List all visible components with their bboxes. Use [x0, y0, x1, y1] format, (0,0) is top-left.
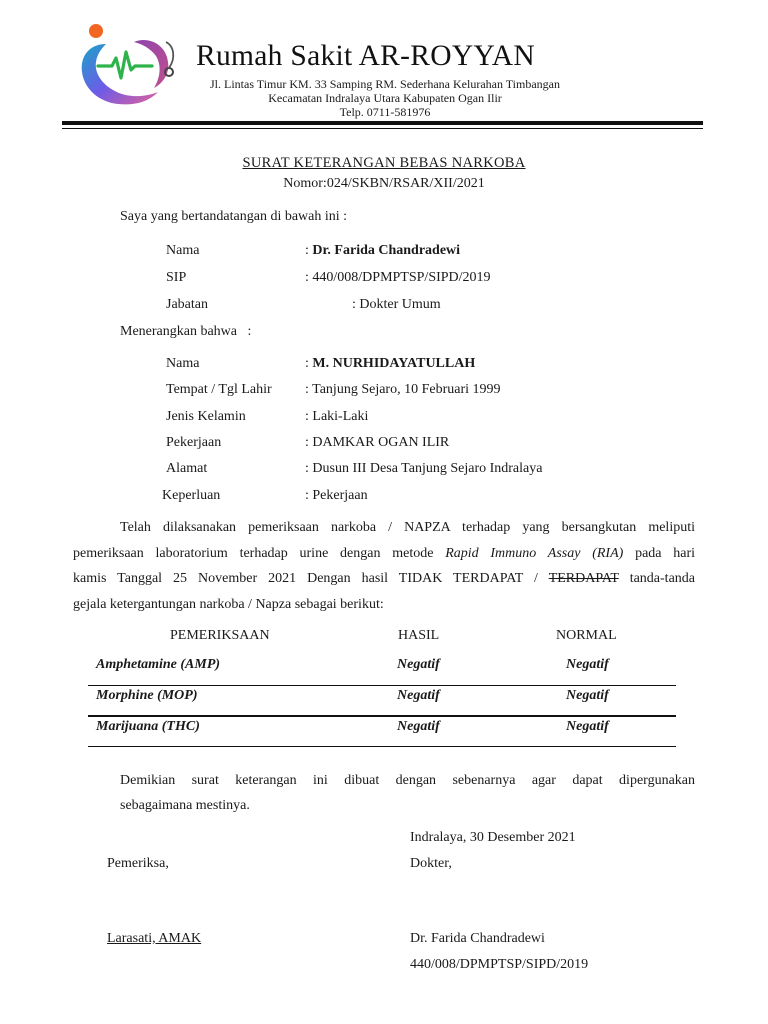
table-row-divider	[88, 685, 676, 686]
address-line-1: Jl. Lintas Timur KM. 33 Samping RM. Sederhana Kelurahan Timbangan	[210, 77, 560, 91]
col-header-test: PEMERIKSAAN	[170, 628, 270, 643]
subject-name: M. NURHIDAYATULLAH	[312, 356, 476, 371]
subject-address-label: Alamat	[166, 461, 208, 476]
doctor-label: Dokter,	[410, 856, 452, 871]
body-paragraph	[73, 515, 695, 619]
row-2-test: Morphine (MOP)	[96, 688, 198, 703]
row-1-normal: Negatif	[566, 657, 609, 672]
signer-name-value: : Dr. Farida Chandradewi	[305, 243, 461, 258]
header-divider-thin	[62, 128, 703, 129]
subject-purpose-label: Keperluan	[162, 488, 221, 503]
subject-gender-value: : Laki-Laki	[305, 409, 369, 424]
subject-address-value: : Dusun III Desa Tanjung Sejaro Indralaya	[305, 461, 543, 476]
place-date: Indralaya, 30 Desember 2021	[410, 830, 576, 845]
declares-label: Menerangkan bahwa	[120, 324, 238, 339]
examiner-label: Pemeriksa,	[107, 856, 169, 871]
declares-text: Menerangkan bahwa :	[120, 324, 252, 339]
body-line-3	[73, 566, 695, 592]
phone-line: Telp. 0711-581976	[339, 105, 431, 119]
subject-birth-value: : Tanjung Sejaro, 10 Februari 1999	[305, 382, 501, 397]
signer-name: Dr. Farida Chandradewi	[312, 243, 461, 258]
row-3-normal: Negatif	[566, 719, 609, 734]
row-3-test: Marijuana (THC)	[96, 719, 200, 734]
document-number: Nomor:024/SKBN/RSAR/XII/2021	[283, 176, 485, 191]
subject-gender: Laki-Laki	[312, 409, 369, 424]
struck-option: TERDAPAT	[548, 571, 619, 586]
body-line-2	[73, 541, 695, 567]
signer-position: Dokter Umum	[359, 297, 441, 312]
col-header-normal: NORMAL	[556, 628, 617, 643]
col-header-result: HASIL	[398, 628, 440, 643]
row-2-normal: Negatif	[566, 688, 609, 703]
body-line-4: gejala ketergantungan narkoba / Napza sebagai berikut:	[73, 596, 384, 612]
table-row-divider	[88, 715, 676, 717]
subject-birth-label: Tempat / Tgl Lahir	[166, 382, 272, 397]
subject-name-label: Nama	[166, 356, 200, 371]
row-1-result: Negatif	[397, 657, 440, 672]
subject-birth: Tanjung Sejaro, 10 Februari 1999	[312, 382, 501, 397]
signer-sip-label: SIP	[166, 270, 187, 285]
intro-text: Saya yang bertandatangan di bawah ini :	[120, 209, 348, 224]
signer-sip: 440/008/DPMPTSP/SIPD/2019	[312, 270, 491, 285]
signer-position-value: : Dokter Umum	[352, 297, 441, 312]
table-bottom-border	[88, 746, 676, 747]
closing-line-1: Demikian surat keterangan ini dibuat dengan sebenarnya agar dapat dipergunakan	[120, 773, 695, 788]
body-line-3b: tanda-tanda	[629, 571, 695, 586]
signer-sip-value: : 440/008/DPMPTSP/SIPD/2019	[305, 270, 491, 285]
signer-name-label: Nama	[166, 243, 200, 258]
body-line-3a: kamis Tanggal 25 November 2021 Dengan hasil TIDAK TERDAPAT /	[73, 571, 538, 586]
body-line-2b: pada hari	[635, 545, 696, 561]
examiner-name: Larasati, AMAK	[107, 931, 202, 946]
header-divider-thick	[62, 121, 703, 125]
subject-name-value: : M. NURHIDAYATULLAH	[305, 356, 476, 371]
doctor-sip: 440/008/DPMPTSP/SIPD/2019	[410, 957, 589, 972]
row-3-result: Negatif	[397, 719, 440, 734]
subject-job-value: : DAMKAR OGAN ILIR	[305, 435, 450, 450]
row-2-result: Negatif	[397, 688, 440, 703]
subject-address: Dusun III Desa Tanjung Sejaro Indralaya	[312, 461, 543, 476]
subject-purpose: Pekerjaan	[312, 488, 368, 503]
hospital-logo	[78, 22, 180, 108]
hospital-name: Rumah Sakit AR-ROYYAN	[196, 40, 536, 72]
body-line-1: Telah dilaksanakan pemeriksaan narkoba / NAPZA terhadap yang bersangkutan meliputi	[120, 520, 695, 535]
subject-job: DAMKAR OGAN ILIR	[312, 435, 450, 450]
document-title: SURAT KETERANGAN BEBAS NARKOBA	[242, 155, 526, 171]
subject-gender-label: Jenis Kelamin	[166, 409, 246, 424]
test-method: Rapid Immuno Assay (RIA)	[445, 545, 624, 561]
closing-line-2: sebagaimana mestinya.	[120, 798, 250, 813]
address-line-2: Kecamatan Indralaya Utara Kabupaten Ogan Ilir	[268, 91, 502, 105]
doctor-name: Dr. Farida Chandradewi	[410, 931, 545, 946]
body-line-2a: pemeriksaan laboratorium terhadap urine dengan metode	[73, 545, 434, 561]
subject-purpose-value: : Pekerjaan	[305, 488, 368, 503]
subject-job-label: Pekerjaan	[166, 435, 222, 450]
signer-position-label: Jabatan	[166, 297, 208, 312]
row-1-test: Amphetamine (AMP)	[96, 657, 221, 672]
